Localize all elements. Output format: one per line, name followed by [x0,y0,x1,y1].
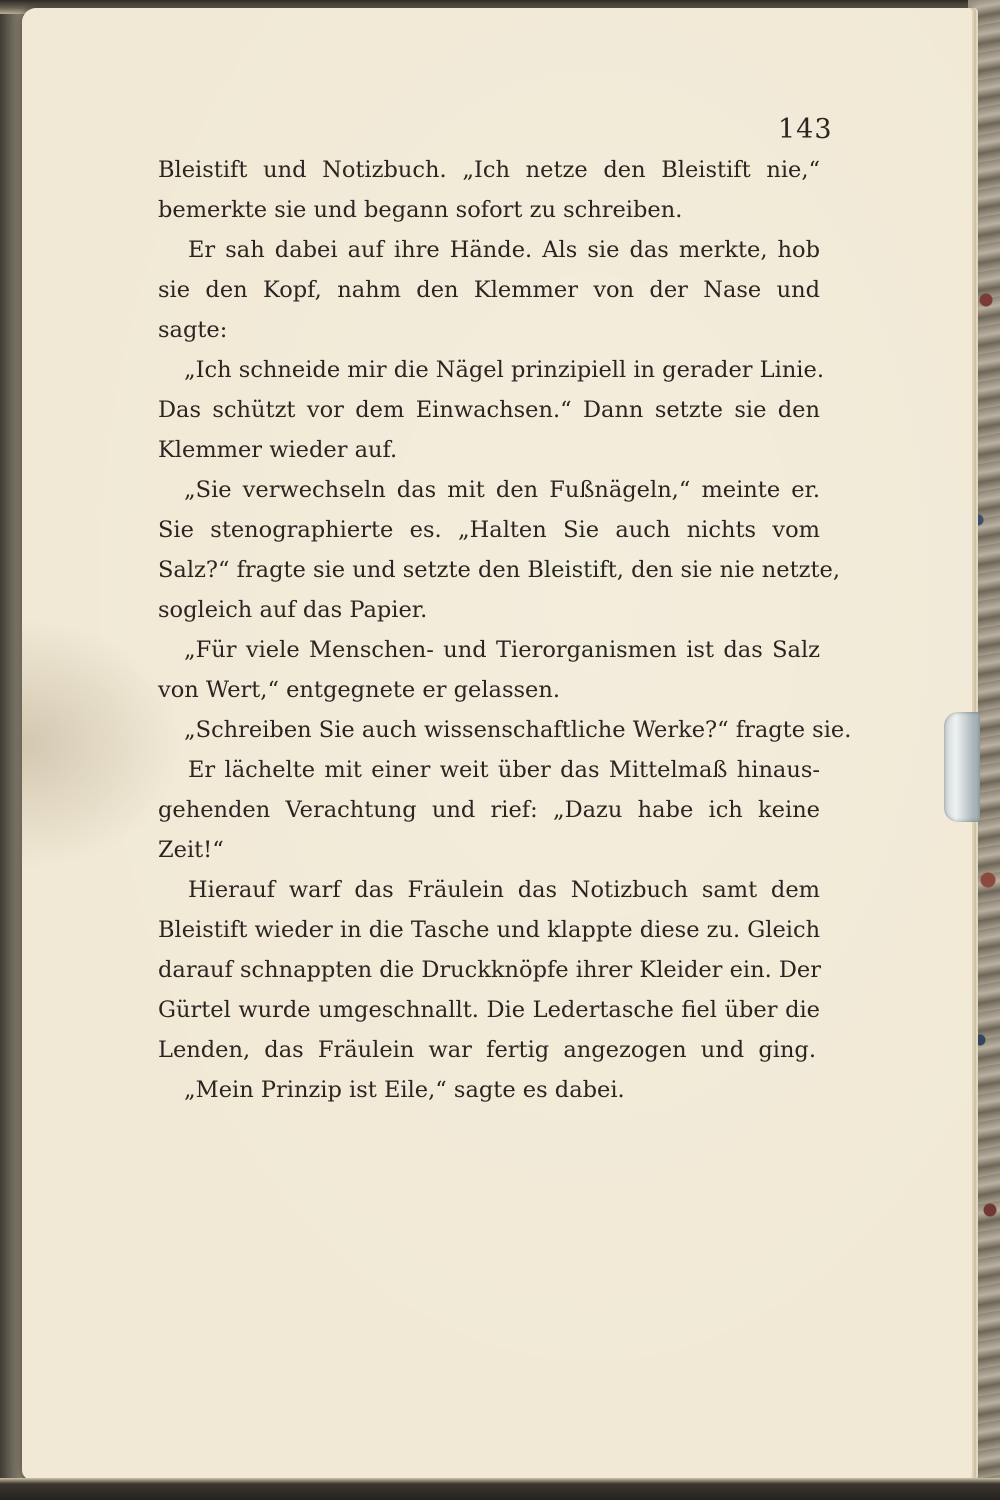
text-line: darauf schnappten die Druckknöpfe ihrer Kleider ein. Der [158,957,821,983]
text-line: „Schreiben Sie auch wissenschaftliche Werke?“ fragte sie. [184,717,852,743]
text-line: von Wert,“ entgegnete er gelassen. [158,677,561,703]
text-line: gehenden Verachtung und rief: „Dazu habe ich keine [158,797,820,823]
text-line: Salz?“ fragte sie und setzte den Bleistift, den sie nie netzte, [158,557,841,583]
text-line: „Mein Prinzip ist Eile,“ sagte es dabei. [184,1077,625,1103]
text-line: Lenden, das Fräulein war fertig angezogen und ging. [158,1037,816,1063]
text-line: Sie stenographierte es. „Halten Sie auch nichts vom [158,517,820,543]
text-line: Bleistift wieder in die Tasche und klappte diese zu. Gleich [158,917,821,943]
text-line: Hierauf warf das Fräulein das Notizbuch samt dem [188,877,820,903]
page-clip-tab [944,712,980,822]
text-line: Das schützt vor dem Einwachsen.“ Dann setzte sie den [158,397,820,423]
text-line: „Sie verwechseln das mit den Fußnägeln,“ meinte er. [184,477,820,503]
book-bottom-edge [0,1478,1000,1500]
text-line: Er lächelte mit einer weit über das Mittelmaß hinaus- [188,757,820,783]
text-line: „Ich schneide mir die Nägel prinzipiell in gerader Linie. [184,357,824,383]
text-line: sagte: [158,317,228,343]
text-line: Gürtel wurde umgeschnallt. Die Ledertasche fiel über die [158,997,820,1023]
text-line: „Für viele Menschen- und Tierorganismen ist das Salz [184,637,820,663]
text-line: Bleistift und Notizbuch. „Ich netze den Bleistift nie,“ [158,157,820,183]
text-line: sogleich auf das Papier. [158,597,428,623]
text-line: Er sah dabei auf ihre Hände. Als sie das merkte, hob [188,237,820,263]
text-line: sie den Kopf, nahm den Klemmer von der Nase und [158,277,820,303]
text-line: Zeit!“ [158,837,224,863]
text-line: Klemmer wieder auf. [158,437,398,463]
text-line: bemerkte sie und begann sofort zu schreiben. [158,197,683,223]
page-number: 143 [778,114,833,145]
book-page [22,8,972,1480]
